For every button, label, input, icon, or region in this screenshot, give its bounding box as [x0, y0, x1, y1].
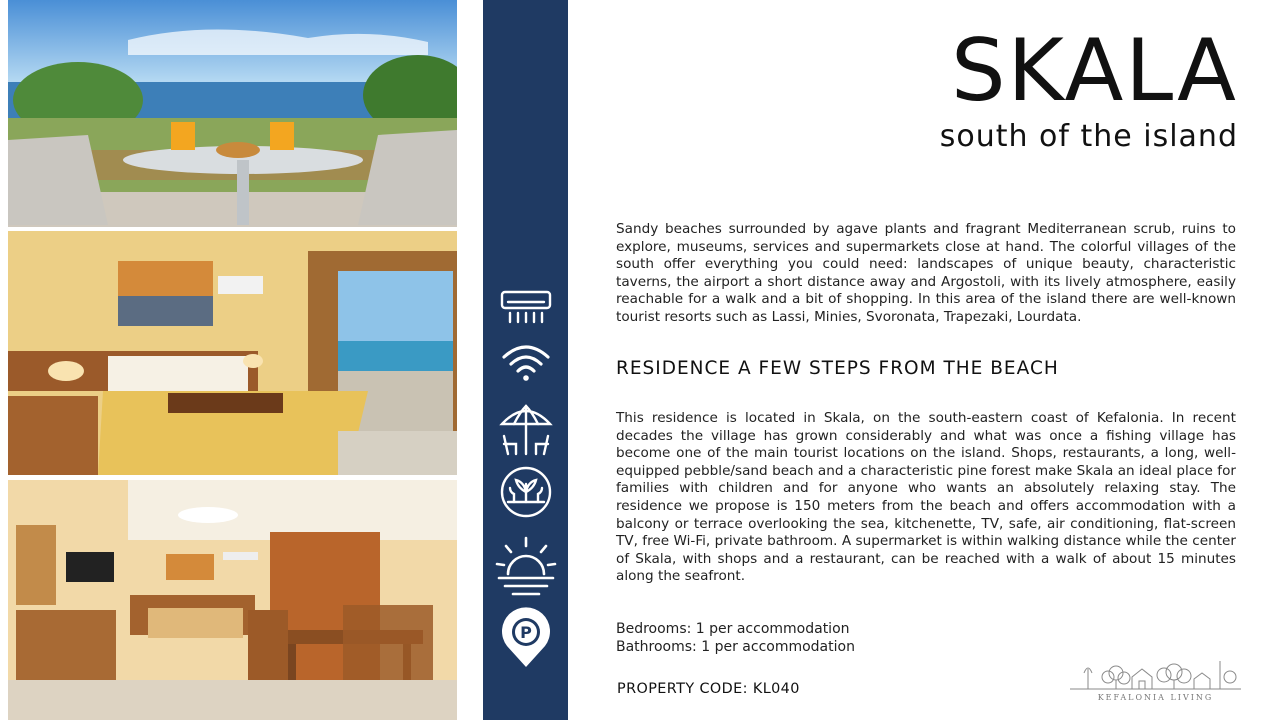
garden-icon	[483, 465, 568, 519]
page-subtitle: south of the island	[939, 119, 1238, 154]
property-code: PROPERTY CODE: KL040	[617, 681, 800, 697]
section-heading: RESIDENCE A FEW STEPS FROM THE BEACH	[616, 358, 1059, 379]
air-conditioner-icon	[483, 288, 568, 326]
bedrooms-text: Bedrooms: 1 per accommodation	[616, 621, 850, 637]
sunset-icon	[483, 535, 568, 597]
logo-text: KEFALONIA LIVING	[1097, 693, 1214, 702]
beach-umbrella-icon	[483, 402, 568, 456]
photo-terrace-sea-view	[8, 0, 457, 227]
property-facts	[616, 621, 855, 656]
parking-icon	[483, 610, 568, 668]
wifi-icon	[483, 341, 568, 385]
amenities-strip	[483, 0, 568, 720]
svg-text:P: P	[519, 623, 532, 642]
description-paragraph: This residence is located in Skala, on the south-eastern coast of Kefalonia. In recent decades the village has grown considerably and what was once a fishing village has become one of the main tourist locations on the island. Shops, restaurants, a long, well-equipped pebble/sand beach and a characteristic pine forest make Skala an ideal place for families with children and for anyone who wants an absolutely relaxing stay. The residence we propose is 150 meters from the beach and offers accommodation with a balcony or terrace overlooking the sea, kitchenette, TV, safe, air conditioning, flat-screen TV, free Wi-Fi, private bathroom. A supermarket is within walking distance while the center of Skala, with shops and a restaurant, can be reached with a walk of about 15 minutes along the seafront.	[616, 410, 1236, 585]
photo-studio-with-kitchen-table	[8, 480, 457, 720]
bathrooms-text: Bathrooms: 1 per accommodation	[616, 638, 855, 655]
page-title: SKALA	[950, 21, 1238, 121]
photo-bedroom-with-balcony	[8, 231, 457, 475]
intro-paragraph: Sandy beaches surrounded by agave plants and fragrant Mediterranean scrub, ruins to explore, museums, services and supermarkets close at hand. The colorful villages of the south offer everything you could need: landscapes of unique beauty, characteristic taverns, the airport a short distance away and Argostoli, with its lively atmosphere, easily reachable for a walk and a bit of shopping. In this area of the island there are well-known tourist resorts such as Lassi, Minies, Svoronata, Trapezaki, Lourdata.	[616, 221, 1236, 325]
